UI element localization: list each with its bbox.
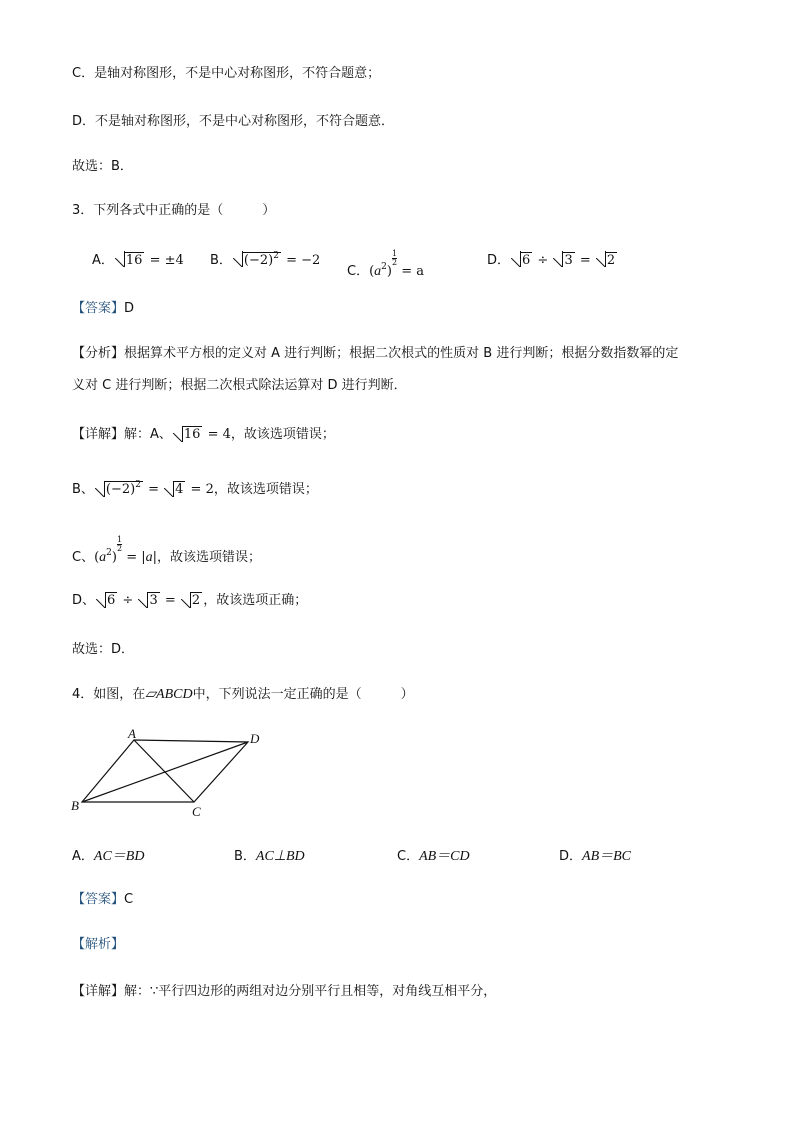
parse-4-heading: 【解析】 — [72, 937, 125, 952]
detail-3-b: B、 $(-2)^2 = 4 = 2$，故该选项错误； — [72, 480, 318, 500]
q4-option-d: D．AB＝BC — [559, 849, 632, 864]
q4-option-b: B．AC⊥BD — [234, 849, 305, 864]
q3-option-d: D． 6 ÷ 3 = 2 — [487, 250, 618, 272]
vertex-label-d: D — [250, 731, 260, 746]
parallelogram-figure — [68, 726, 268, 820]
detail-3-a: 【详解】解：A、 16 = 4，故该选项错误； — [72, 425, 335, 445]
q4-option-a: A．AC＝BD — [72, 849, 145, 864]
q3-option-a: A． 16 = ±4 — [92, 250, 184, 272]
answer-choice-d: 故选：D． — [72, 642, 135, 657]
option-c-text: C．是轴对称图形，不是中心对称图形，不符合题意； — [72, 66, 381, 81]
question-3-title: 3．下列各式中正确的是（ ） — [72, 203, 276, 218]
vertex-label-a: A — [128, 726, 136, 741]
question-4-title: 4．如图，在▱ABCD中，下列说法一定正确的是（ ） — [72, 687, 414, 702]
option-d-text: D．不是轴对称图形，不是中心对称图形，不符合题意． — [72, 114, 395, 129]
answer-4: 【答案】C — [72, 892, 134, 907]
diagonal-ac — [134, 740, 194, 802]
vertex-label-b: B — [71, 798, 79, 813]
q3-option-b: B． $(-2)^2 = -2$ — [210, 250, 320, 272]
answer-3: 【答案】D — [72, 301, 135, 316]
q3-option-c: C．$(a^2)$ $\frac{1}{2} = a$ — [347, 249, 424, 279]
answer-choice-b: 故选：B． — [72, 159, 133, 174]
detail-3-c: C、$(a^2)$ $\frac{1}{2} = |a|$，故该选项错误； — [72, 535, 262, 565]
vertex-label-c: C — [192, 804, 201, 819]
analysis-3-line2: 义对 C 进行判断；根据二次根式除法运算对 D 进行判断． — [72, 378, 407, 393]
detail-3-d: D、 6 ÷ 3 = 2 ，故该选项正确； — [72, 591, 307, 611]
detail-4: 【详解】解：∵平行四边形的两组对边分别平行且相等，对角线互相平分， — [72, 984, 497, 999]
analysis-3-line1: 【分析】根据算术平方根的定义对 A 进行判断；根据二次根式的性质对 B 进行判断；根据分数指数幂的定 — [72, 346, 679, 361]
q4-option-c: C．AB＝CD — [397, 849, 470, 864]
